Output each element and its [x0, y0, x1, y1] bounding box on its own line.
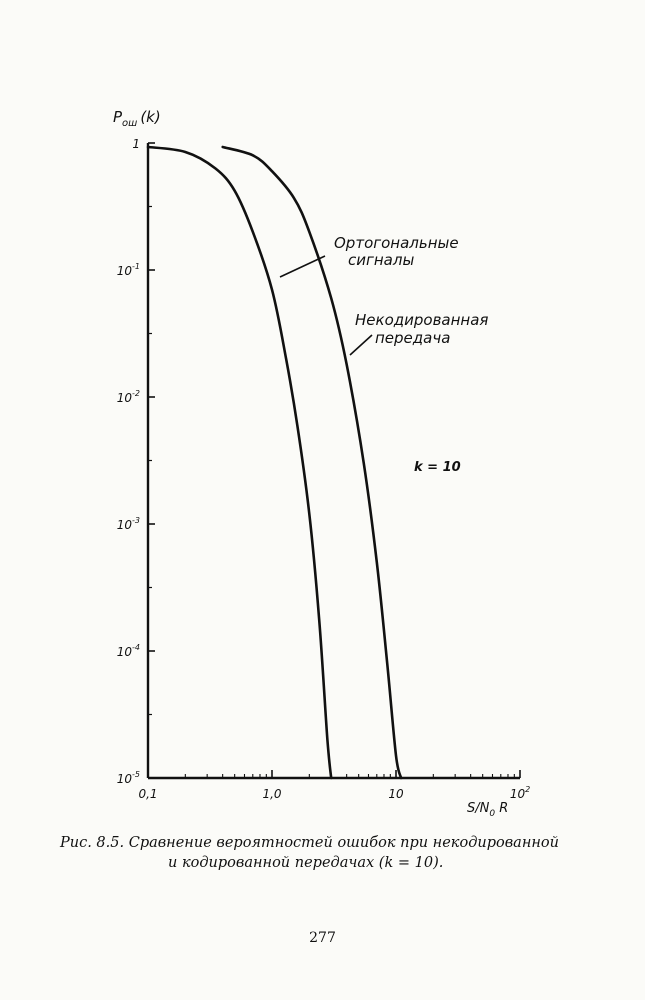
svg-text:S/N0 R — [467, 801, 508, 819]
series-label-orthogonal-line2: сигналы — [348, 251, 415, 269]
y-tick-label-exp: -2 — [132, 389, 140, 398]
series-label-uncoded-line2: передача — [375, 329, 451, 347]
x-axis-label — [467, 801, 508, 819]
y-tick-label-exp: -3 — [132, 516, 140, 525]
y-tick-label-exp: -1 — [132, 262, 140, 271]
series-label-uncoded-leader — [350, 335, 372, 355]
series-label-orthogonal — [280, 234, 459, 277]
x-tick-label — [510, 785, 530, 801]
x-tick-label: 0,1 — [138, 787, 158, 801]
series-label-uncoded-line1: Некодированная — [355, 311, 489, 329]
k-annotation: k = 10 — [414, 460, 461, 475]
svg-text:Pош(k) — [113, 108, 161, 129]
y-tick-label-base: 1 — [132, 137, 140, 151]
y-tick-label — [117, 770, 140, 786]
y-tick-label-exp: -4 — [132, 643, 140, 652]
x-tick-label-base: 10 — [509, 787, 526, 801]
y-axis-label-sub: ош — [122, 118, 138, 129]
y-tick-label-exp: -5 — [132, 770, 140, 779]
y-tick-label — [117, 516, 140, 532]
x-tick-label: 1,0 — [262, 787, 282, 801]
y-tick-label-base: 10 — [116, 264, 133, 278]
y-tick-label-base: 10 — [116, 772, 133, 786]
y-tick-label-base: 10 — [116, 391, 133, 405]
y-axis-label-main: P — [113, 108, 123, 126]
figure-caption — [60, 833, 620, 873]
series-line-orthogonal — [148, 147, 331, 778]
caption-line2: и кодированной передачах (k = 10). — [168, 855, 444, 871]
y-axis-label-arg: (k) — [140, 108, 161, 126]
caption-line1: Сравнение вероятностей ошибок при некодированной — [128, 835, 559, 851]
y-tick-label-base: 10 — [116, 518, 133, 532]
series-label-uncoded — [350, 311, 488, 355]
x-axis-label-suffix: R — [495, 801, 509, 816]
y-tick-label — [117, 389, 140, 405]
y-tick-label — [117, 643, 140, 659]
page-number: 277 — [309, 930, 336, 946]
x-tick-label: 10 — [388, 787, 404, 801]
x-tick-label-exp: 2 — [525, 785, 531, 794]
y-tick-label — [117, 262, 140, 278]
y-axis-label — [113, 108, 161, 129]
y-tick-label — [132, 137, 140, 151]
x-axis-label-sub: 0 — [489, 809, 496, 819]
x-axis-label-main: S/N — [467, 801, 490, 816]
x-ticks — [138, 770, 530, 801]
caption-prefix: Рис. 8.5. — [60, 835, 125, 851]
y-tick-label-base: 10 — [116, 645, 133, 659]
series-label-orthogonal-leader — [280, 256, 325, 277]
series-label-orthogonal-line1: Ортогональные — [334, 234, 459, 252]
y-ticks — [117, 137, 155, 786]
